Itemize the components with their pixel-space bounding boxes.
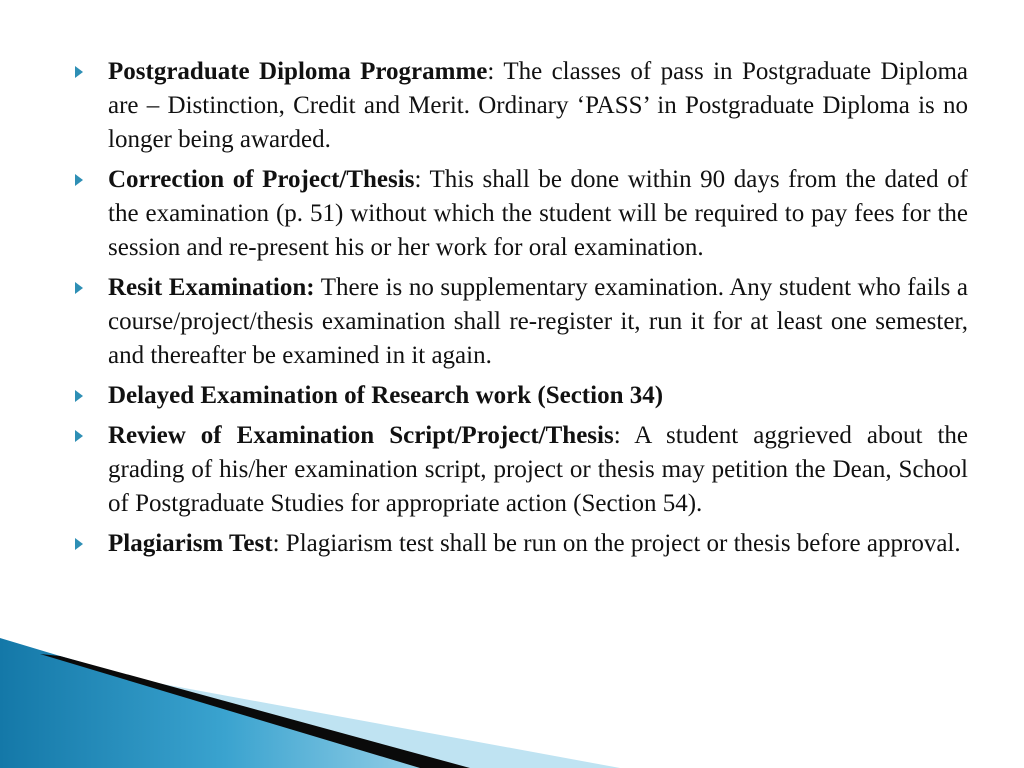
bullet-plagiarism (75, 527, 968, 561)
bullet-term: Correction of Project/Thesis (108, 166, 415, 193)
bullet-term: Delayed Examination of Research work (Section 34) (108, 382, 664, 409)
bullet-text: There is no supplementary examination. Any student who fails a course/project/thesis examination shall re-register it, run it for at least one semester, and thereafter be examined in it again. (108, 274, 969, 369)
triangle-bullet-icon (75, 66, 83, 78)
bullet-text: The classes of pass in Postgraduate Diploma are – Distinction, Credit and Merit. Ordinary ‘PASS’ in Postgraduate Diploma is no longer being awarded. (108, 58, 968, 153)
bullet-delayed-examination (75, 379, 968, 413)
bullet-separator: : (487, 58, 495, 85)
bullet-term: Resit Examination: (108, 274, 315, 301)
bullet-resit (75, 271, 968, 373)
bullet-text: A student aggrieved about the grading of his/her examination script, project or thesis may petition the Dean, School of Postgraduate Studies for appropriate action (Section 54). (108, 422, 968, 517)
bullet-separator: : (613, 422, 621, 449)
triangle-bullet-icon (75, 430, 83, 442)
bullet-list (75, 55, 968, 567)
triangle-bullet-icon (75, 538, 83, 550)
bullet-separator: : (272, 530, 280, 557)
corner-swoosh-decoration (0, 638, 1024, 768)
bullet-review (75, 419, 968, 521)
bullet-separator: : (414, 166, 422, 193)
bullet-postgraduate-diploma (75, 55, 968, 157)
triangle-bullet-icon (75, 390, 83, 402)
triangle-bullet-icon (75, 174, 83, 186)
bullet-term: Postgraduate Diploma Programme (108, 58, 488, 85)
triangle-bullet-icon (75, 282, 83, 294)
bullet-text: This shall be done within 90 days from the dated of the examination (p. 51) without which the student will be required to pay fees for the session and re-present his or her work for oral examination. (108, 166, 968, 261)
bullet-term: Review of Examination Script/Project/Thesis (108, 422, 614, 449)
bullet-term: Plagiarism Test (108, 530, 273, 557)
bullet-correction (75, 163, 968, 265)
bullet-text: Plagiarism test shall be run on the project or thesis before approval. (279, 530, 961, 557)
